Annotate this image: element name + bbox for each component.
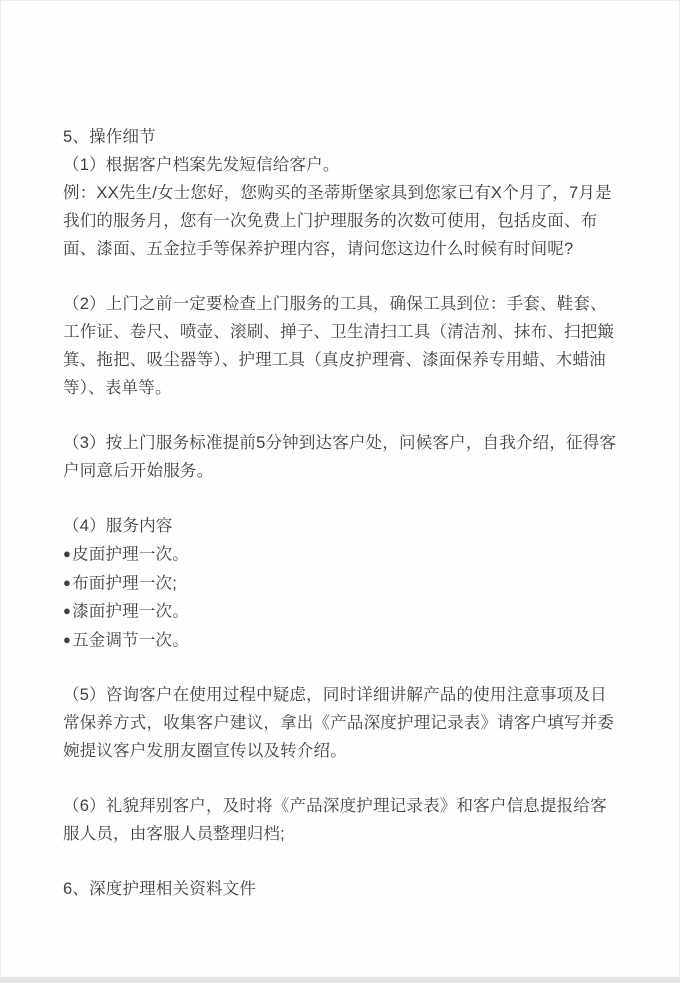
paragraph-text: （4）服务内容	[63, 517, 173, 535]
paragraph-text: 5、操作细节	[63, 128, 156, 146]
paragraph-text: 皮面护理一次。	[72, 545, 189, 564]
paragraph-text: （5）咨询客户在使用过程中疑虑，同时详细讲解产品的使用注意事项及日常保养方式，收集客户建议，拿出《产品深度护理记录表》请客户填写并委婉提议客户发朋友圈宣传以及转介绍。	[63, 686, 615, 760]
paragraph-text: 五金调节一次。	[72, 631, 189, 649]
bullet-icon: ●	[63, 546, 72, 561]
paragraph-text: 布面护理一次;	[72, 574, 178, 592]
paragraph	[63, 681, 623, 765]
paragraph-text: 6、深度护理相关资料文件	[63, 880, 257, 898]
document-content	[1, 1, 679, 903]
paragraph	[63, 429, 623, 485]
bullet-item	[63, 626, 623, 655]
paragraph-text: 漆面护理一次。	[72, 602, 189, 621]
paragraph	[63, 792, 623, 848]
bullet-item	[63, 597, 623, 626]
bullet-item	[63, 540, 623, 569]
bullet-item	[63, 569, 623, 598]
paragraph	[63, 290, 623, 402]
bullet-icon: ●	[63, 574, 72, 590]
paragraph-text: 例：XX先生/女士您好，您购买的圣蒂斯堡家具到您家已有X个月了，7月是我们的服务月，您有一次免费上门护理服务的次数可使用，包括皮面、布面、漆面、五金拉手等保养护理内容，请问您这边什么时候有时间呢?	[63, 184, 612, 258]
paragraph-text: （6）礼貌拜别客户，及时将《产品深度护理记录表》和客户信息提报给客服人员，由客服人员整理归档;	[63, 797, 607, 843]
bullet-icon: ●	[63, 603, 72, 618]
paragraph-text: （2）上门之前一定要检查上门服务的工具，确保工具到位：手套、鞋套、工作证、卷尺、喷壶、滚刷、掸子、卫生清扫工具（清洁剂、抹布、扫把簸箕、拖把、吸尘器等）、护理工具（真皮护理膏、漆面保养专用蜡、木蜡油等）、表单等。	[63, 295, 615, 397]
paragraph	[63, 512, 623, 540]
section-heading	[63, 123, 623, 151]
paragraph	[63, 179, 623, 263]
paragraph-text: （3）按上门服务标准提前5分钟到达客户处，问候客户，自我介绍，征得客户同意后开始服务。	[63, 434, 617, 480]
bullet-icon: ●	[63, 631, 72, 647]
section-heading	[63, 875, 623, 903]
paragraph-text: （1）根据客户档案先发短信给客户。	[63, 156, 340, 174]
paragraph	[63, 151, 623, 179]
